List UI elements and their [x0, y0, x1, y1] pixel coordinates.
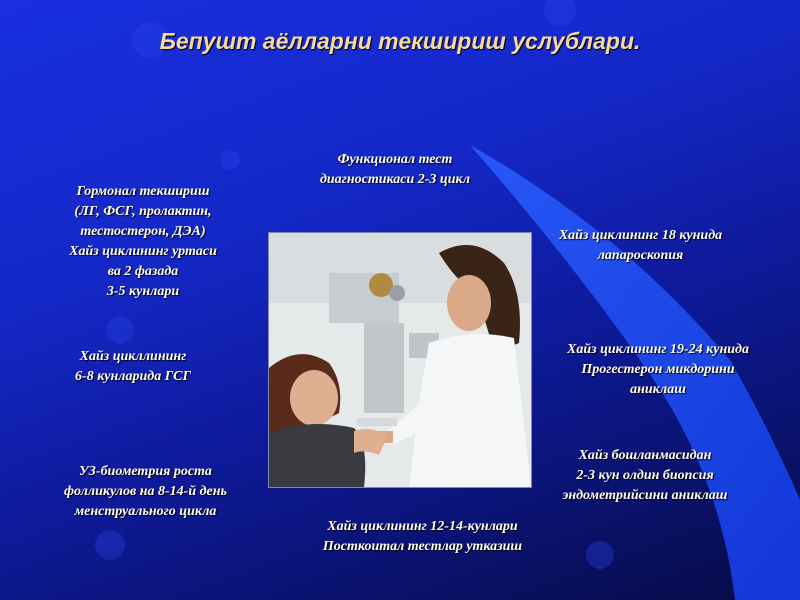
- doctor-patient-illustration: [269, 233, 531, 487]
- note-hsg: Хайз цикллининг 6-8 кунларида ГСГ: [75, 349, 191, 384]
- note-postcoital: Хайз циклининг 12-14-кунлари Посткоитал тестлар утказиш: [322, 519, 523, 554]
- note-laparoscopy: Хайз циклининг 18 кунида лапароскопия: [558, 228, 723, 263]
- slide-title: Бепушт аёлларни текшириш услублари.: [159, 28, 641, 54]
- note-hormonal-test: Гормонал текшириш (ЛГ, ФСГ, пролактин, тестостерон, ДЭА) Хайз циклининг уртаси ва 2 фазада 3-5 кунлари: [69, 184, 217, 299]
- note-progesterone: Хайз циклининг 19-24 кунида Прогестерон микдорини аниклаш: [567, 342, 749, 397]
- clinic-photo: [268, 232, 532, 488]
- note-ultrasound: УЗ-биометрия роста фолликулов на 8-14-й день менструального цикла: [64, 464, 227, 519]
- note-functional-test: Функционал тест диагностикаси 2-3 цикл: [319, 152, 471, 187]
- note-biopsy: Хайз бошланмасидан 2-3 кун олдин биопсия эндометрийсини аниклаш: [562, 448, 728, 503]
